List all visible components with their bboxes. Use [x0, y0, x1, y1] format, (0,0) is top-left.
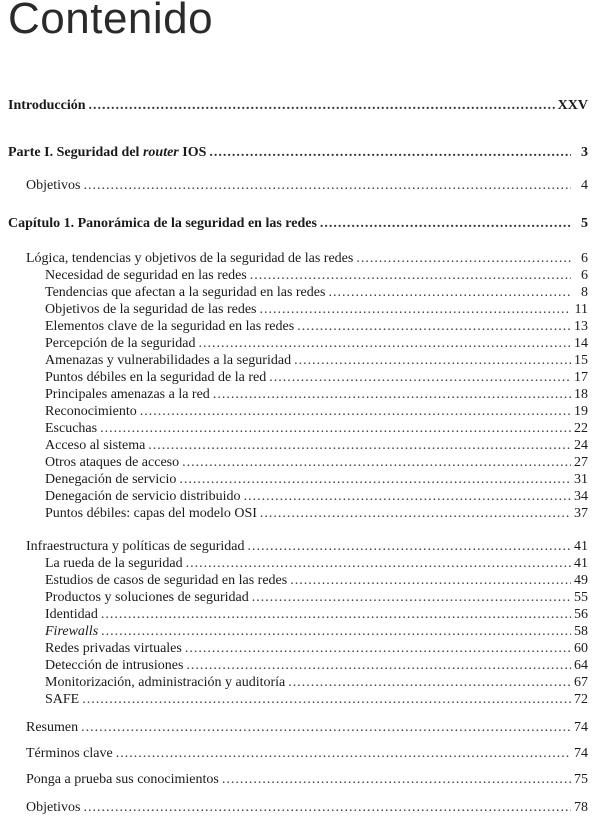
toc-label: Acceso al sistema [45, 438, 146, 453]
toc-entry-firewalls[interactable] [45, 623, 588, 640]
toc-label: Denegación de servicio distribuido [45, 489, 241, 504]
leader-dots [356, 250, 571, 267]
toc-entry[interactable] [45, 640, 588, 657]
toc-page-number: 34 [574, 489, 588, 504]
toc-entry[interactable] [45, 318, 588, 335]
toc-page-number: 72 [574, 692, 588, 707]
toc-entry[interactable] [45, 471, 588, 488]
leader-dots [89, 97, 555, 114]
toc-entry-resumen[interactable] [26, 719, 588, 736]
toc-page-number: XXV [557, 98, 588, 113]
toc-label: Términos clave [26, 746, 113, 761]
toc-page-number: 31 [574, 472, 588, 487]
toc-label: Objetivos [26, 178, 81, 193]
toc-entry[interactable] [45, 454, 588, 471]
toc-page-number: 18 [574, 387, 588, 402]
toc-label: Ponga a prueba sus conocimientos [26, 772, 219, 787]
toc-entry[interactable] [45, 572, 588, 589]
toc-label: Denegación de servicio [45, 472, 177, 487]
toc-label: Tendencias que afectan a la seguridad en las redes [45, 285, 326, 300]
toc-label: Lógica, tendencias y objetivos de la seguridad de las redes [26, 251, 354, 266]
toc-label: Productos y soluciones de seguridad [45, 590, 249, 605]
toc-label: Objetivos [26, 800, 81, 815]
toc-page-number: 24 [574, 438, 588, 453]
toc-label: Principales amenazas a la red [45, 387, 210, 402]
toc-entry-terminos-clave[interactable] [26, 745, 588, 762]
leader-dots [83, 177, 571, 194]
toc-label: Redes privadas virtuales [45, 641, 182, 656]
toc-page-number: 22 [574, 421, 588, 436]
toc-page-number: 56 [574, 607, 588, 622]
toc-label: Capítulo 1. Panorámica de la seguridad en las redes [8, 216, 317, 231]
leader-dots [101, 606, 571, 623]
leader-dots [100, 420, 571, 437]
leader-dots [213, 386, 571, 403]
toc-entry[interactable] [45, 420, 588, 437]
toc-label-part: Parte I. Seguridad del [8, 145, 143, 160]
toc-label: Escuchas [45, 421, 98, 436]
toc-page-number: 41 [574, 556, 588, 571]
toc-page-number: 74 [574, 746, 588, 761]
leader-dots [260, 301, 572, 318]
toc-entry[interactable] [45, 352, 588, 369]
toc-label: Percepción de la seguridad [45, 336, 196, 351]
toc-label: Resumen [26, 720, 79, 735]
toc-page-number: 4 [581, 178, 588, 193]
leader-dots [148, 437, 571, 454]
toc-entry[interactable] [45, 403, 588, 420]
toc-page-number: 15 [574, 353, 588, 368]
toc-label: Infraestructura y políticas de seguridad [26, 539, 245, 554]
toc-label: Puntos débiles: capas del modelo OSI [45, 506, 257, 521]
toc-page-number: 78 [574, 800, 588, 815]
leader-dots [290, 572, 571, 589]
toc-page-number: 64 [574, 658, 588, 673]
toc-page-number: 67 [574, 675, 588, 690]
leader-dots [250, 267, 571, 284]
toc-label: Detección de intrusiones [45, 658, 184, 673]
toc-page-number: 58 [574, 624, 588, 639]
toc-page-number: 19 [574, 404, 588, 419]
toc-entry[interactable] [26, 250, 588, 267]
toc-page-number: 13 [574, 319, 588, 334]
toc-label: Estudios de casos de seguridad en las redes [45, 573, 288, 588]
toc-label: Firewalls [45, 624, 99, 639]
toc-entry[interactable] [45, 301, 588, 318]
leader-dots [297, 318, 571, 335]
toc-entry[interactable] [45, 267, 588, 284]
leader-dots [101, 623, 571, 640]
toc-entry-ponga-a-prueba[interactable] [26, 771, 588, 788]
leader-dots [186, 657, 571, 674]
toc-entry-introduccion[interactable] [8, 97, 588, 114]
toc-label: SAFE [45, 692, 80, 707]
leader-dots [269, 369, 571, 386]
leader-dots [82, 691, 571, 708]
toc-page-number: 41 [574, 539, 588, 554]
toc-entry[interactable] [45, 369, 588, 386]
toc-label: Objetivos de la seguridad de las redes [45, 302, 257, 317]
leader-dots [83, 799, 571, 816]
toc-entry-objetivos[interactable] [26, 177, 588, 194]
toc-page-number: 11 [574, 302, 588, 317]
leader-dots [182, 454, 571, 471]
toc-label: Puntos débiles en la seguridad de la red [45, 370, 267, 385]
toc-entry[interactable] [45, 691, 588, 708]
leader-dots [81, 719, 571, 736]
toc-entry-objetivos[interactable] [26, 799, 588, 816]
toc-entry[interactable] [45, 335, 588, 352]
leader-dots [247, 538, 571, 555]
toc-label [8, 144, 206, 161]
toc-label: Reconocimiento [45, 404, 137, 419]
toc-entry[interactable] [45, 674, 588, 691]
toc-page-number: 8 [581, 285, 588, 300]
toc-label: Introducción [8, 98, 86, 113]
toc-entry[interactable] [45, 555, 588, 572]
toc-entry[interactable] [45, 505, 588, 522]
leader-dots [328, 284, 571, 301]
toc-label: Identidad [45, 607, 98, 622]
toc-label-italic-part: router [142, 145, 179, 160]
page-title: Contenido [8, 0, 214, 43]
toc-entry[interactable] [45, 284, 588, 301]
toc-entry[interactable] [45, 589, 588, 606]
leader-dots [116, 745, 571, 762]
toc-page-number: 55 [574, 590, 588, 605]
leader-dots [222, 771, 571, 788]
leader-dots [140, 403, 571, 420]
toc-label-part: IOS [178, 145, 207, 160]
leader-dots [260, 505, 571, 522]
toc-entry[interactable] [45, 386, 588, 403]
toc-entry[interactable] [45, 606, 588, 623]
toc-page-number: 5 [581, 216, 588, 231]
leader-dots [252, 589, 571, 606]
leader-dots [294, 352, 571, 369]
toc-label: Necesidad de seguridad en las redes [45, 268, 247, 283]
leader-dots [185, 640, 571, 657]
toc-page-number: 37 [574, 506, 588, 521]
toc-page-number: 27 [574, 455, 588, 470]
leader-dots [288, 674, 571, 691]
toc-page-number: 17 [574, 370, 588, 385]
leader-dots [198, 335, 571, 352]
toc-page-number: 6 [581, 268, 588, 283]
toc-label: Elementos clave de la seguridad en las redes [45, 319, 295, 334]
toc-label: Otros ataques de acceso [45, 455, 180, 470]
toc-label: Amenazas y vulnerabilidades a la seguridad [45, 353, 292, 368]
leader-dots [320, 215, 571, 232]
toc-entry-parte-1[interactable] [8, 144, 588, 161]
toc-entry[interactable] [26, 538, 588, 555]
leader-dots [244, 488, 571, 505]
toc-entry-capitulo-1[interactable] [8, 215, 588, 232]
toc-page-number: 6 [581, 251, 588, 266]
toc-entry[interactable] [45, 657, 588, 674]
toc-page-number: 3 [581, 145, 588, 160]
toc-page-number: 60 [574, 641, 588, 656]
toc-page-number: 74 [574, 720, 588, 735]
toc-page-number: 14 [574, 336, 588, 351]
leader-dots [179, 471, 571, 488]
toc-label: La rueda de la seguridad [45, 556, 183, 571]
leader-dots [209, 144, 571, 161]
toc-page-number: 49 [574, 573, 588, 588]
toc-page-number: 75 [574, 772, 588, 787]
toc-label: Monitorización, administración y auditoría [45, 675, 286, 690]
toc-entry[interactable] [45, 488, 588, 505]
leader-dots [186, 555, 571, 572]
toc-entry[interactable] [45, 437, 588, 454]
